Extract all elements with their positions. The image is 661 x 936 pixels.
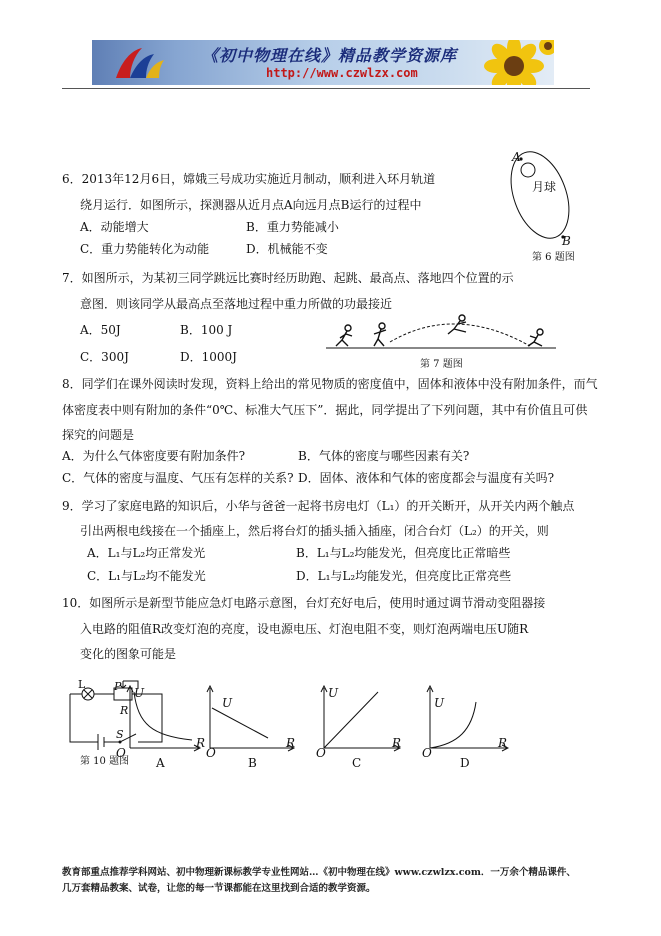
header-rule: [62, 88, 590, 89]
q6-line2: 绕月运行．如图所示，探测器从近月点A向远月点B运行的过程中: [80, 198, 422, 212]
q9-line2: 引出两根电线接在一个插座上，然后将台灯的插头插入插座，闭合台灯（L₂）的开关，则: [80, 524, 549, 538]
q9-option-c: C．L₁与L₂均不能发光: [87, 569, 206, 583]
q10-line2: 入电路的阻值R改变灯泡的亮度，设电源电压、灯泡电阻不变，则灯泡两端电压U随R: [80, 622, 529, 636]
q8-option-d: D．固体、液体和气体的密度都会与温度有关吗?: [298, 471, 555, 485]
q10-graph-b-r: R: [286, 736, 296, 750]
q10-graph-b: [202, 682, 298, 754]
q9-option-b: B．L₁与L₂均能发光，但亮度比正常暗些: [296, 546, 511, 560]
q6-point-b: B: [562, 234, 571, 248]
footer-line2: 几万套精品教案、试卷，让您的每一节课都能在这里找到合适的教学资源。: [62, 883, 376, 894]
q10-switch-label: S: [116, 728, 124, 741]
q10-line1: 10．如图所示是新型节能应急灯电路示意图，台灯充好电后，使用时通过调节滑动变阻器接: [62, 596, 546, 610]
q7-option-d: D．1000J: [180, 350, 237, 364]
q10-graph-c-r: R: [392, 736, 402, 750]
sunflower-icon: [474, 40, 554, 85]
q8-line3: 探究的问题是: [62, 428, 135, 442]
q7-caption: 第 7 题图: [420, 359, 463, 370]
q7-option-a: A．50J: [80, 323, 121, 337]
q9-line1: 9．学习了家庭电路的知识后，小华与爸爸一起将书房电灯（L₁）的开关断开，从开关内两个触点: [62, 499, 575, 513]
q10-graph-d-r: R: [498, 736, 508, 750]
q10-graph-b-origin: O: [206, 746, 216, 760]
q10-graph-d-origin: O: [422, 746, 432, 760]
q6-option-c: C．重力势能转化为动能: [80, 242, 210, 256]
q10-graph-a: [118, 682, 204, 754]
q10-graph-a-r: R: [196, 736, 206, 750]
q10-graph-b-label: B: [248, 756, 257, 770]
q10-rheostat-label: R: [120, 704, 129, 717]
q10-graph-d-u: U: [434, 696, 445, 710]
q8-option-c: C．气体的密度与温度、气压有怎样的关系?: [62, 471, 294, 485]
header-banner: [92, 40, 554, 85]
q10-line3: 变化的图象可能是: [80, 647, 177, 661]
q10-graph-c-u: U: [328, 686, 339, 700]
q7-long-jump-figure: [320, 312, 560, 354]
q7-option-c: C．300J: [80, 350, 129, 364]
q6-caption: 第 6 题图: [532, 252, 575, 263]
q7-line1: 7．如图所示，为某初三同学跳远比赛时经历助跑、起跳、最高点、落地四个位置的示: [62, 271, 514, 285]
q7-option-b: B．100 J: [180, 323, 233, 337]
q10-caption: 第 10 题图: [80, 756, 130, 767]
footer-line1: 教育部重点推荐学科网站、初中物理新课标教学专业性网站…《初中物理在线》www.czwlzx.com．一万余个精品课件、: [62, 867, 576, 878]
q10-graph-a-origin: O: [116, 746, 126, 760]
q6-option-b: B．重力势能减小: [246, 220, 339, 234]
q10-graph-d-label: D: [460, 756, 470, 770]
q8-line2: 体密度表中则有附加的条件“0℃、标准大气压下”．据此，同学提出了下列问题，其中有价值且可供: [62, 403, 588, 417]
q8-line1: 8．同学们在课外阅读时发现，资料上给出的常见物质的密度值中，固体和液体中没有附加条件，而气: [62, 377, 598, 391]
logo-icon: [108, 44, 166, 82]
q6-moon-label: 月球: [532, 180, 557, 194]
q6-option-d: D．机械能不变: [246, 242, 328, 256]
banner-title: 《初中物理在线》精品教学资源库: [202, 46, 458, 65]
q6-option-a: A．动能增大: [80, 220, 149, 234]
q10-graph-c-label: C: [352, 756, 362, 770]
q9-option-a: A．L₁与L₂均正常发光: [87, 546, 206, 560]
q6-line1: 6．2013年12月6日，嫦娥三号成功实施近月制动，顺利进入环月轨道: [62, 172, 436, 186]
q10-slider-label: P: [114, 680, 122, 693]
q6-point-a: A: [512, 150, 521, 164]
q9-option-d: D．L₁与L₂均能发光，但亮度比正常亮些: [296, 569, 512, 583]
q7-line2: 意图．则该同学从最高点至落地过程中重力所做的功最接近: [80, 297, 393, 311]
q8-option-a: A．为什么气体密度要有附加条件?: [62, 449, 246, 463]
q10-graph-a-u: U: [134, 686, 145, 700]
q10-graph-a-label: A: [156, 756, 165, 770]
q8-option-b: B．气体的密度与哪些因素有关?: [298, 449, 470, 463]
q10-lamp-label: L: [78, 678, 86, 691]
banner-url[interactable]: http://www.czwlzx.com: [266, 66, 418, 80]
q10-graph-c-origin: O: [316, 746, 326, 760]
q10-graph-b-u: U: [222, 696, 233, 710]
